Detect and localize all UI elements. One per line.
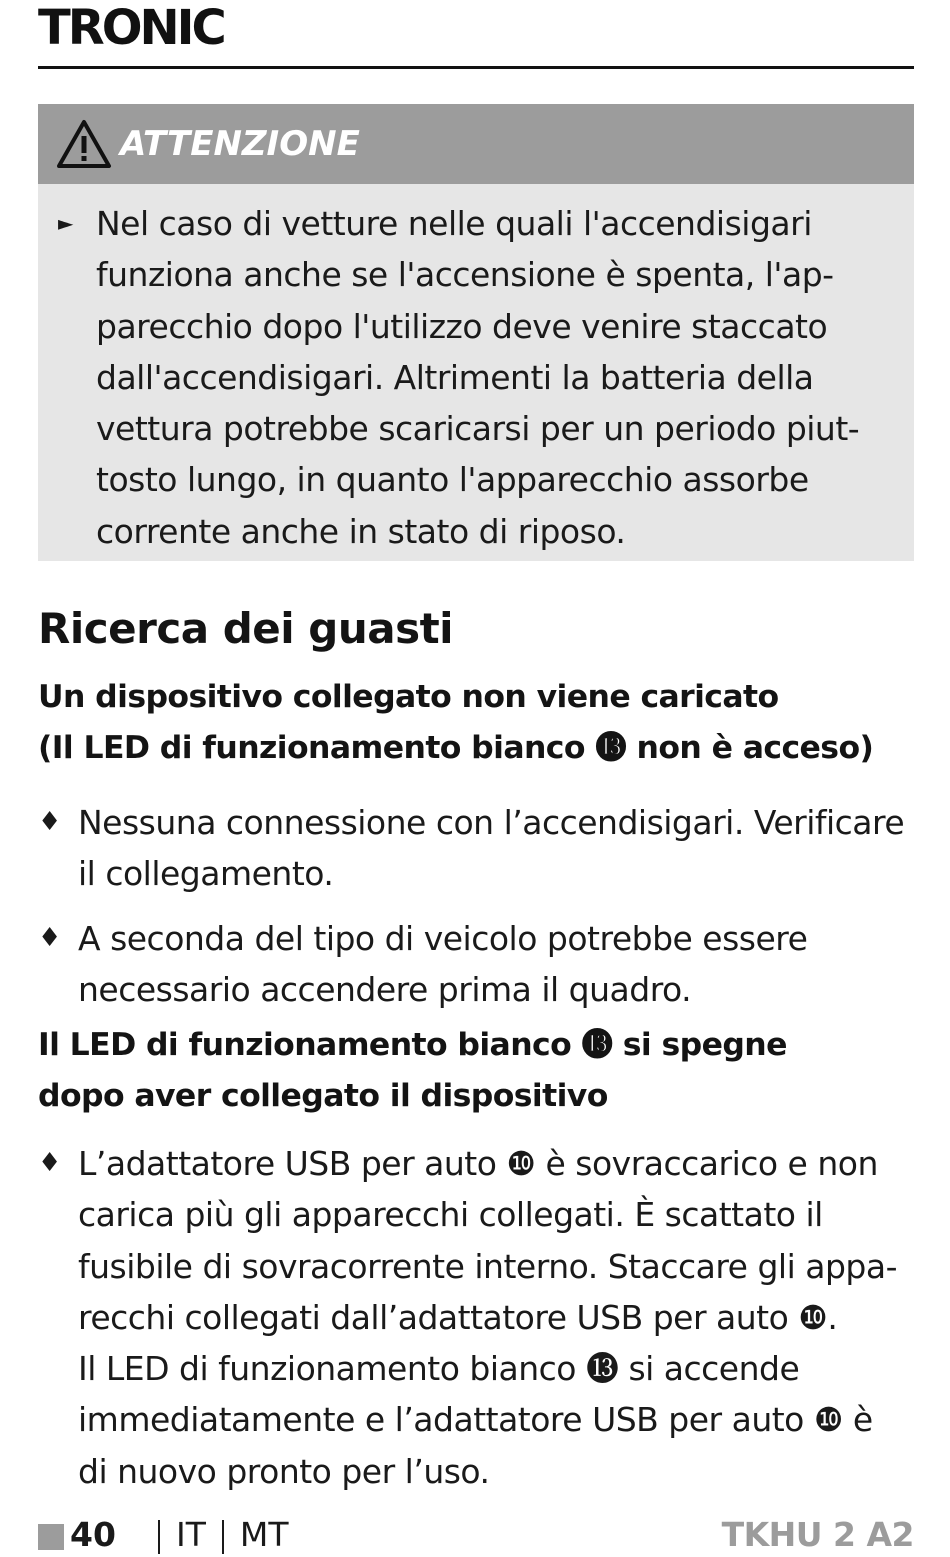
list-item-line: fusibile di sovracorrente interno. Staccare gli appa- [78,1246,897,1286]
list-item [38,913,914,1016]
diamond-bullet-icon: ♦ [38,1148,61,1178]
subheading-line: (Il LED di funzionamento bianco ⓭ non è acceso) [38,730,874,767]
warning-line: tosto lungo, in quanto l'apparecchio assorbe [96,460,809,500]
list-item-line: Il LED di funzionamento bianco ⓭ si accende [78,1349,800,1389]
brand-logo: TRONIC [38,0,224,56]
warning-line: parecchio dopo l'utilizzo deve venire staccato [96,306,828,346]
footer-square-marker [38,1524,64,1550]
section-title: Ricerca dei guasti [38,604,454,653]
list-item [38,1138,914,1497]
warning-triangle-icon [56,119,112,169]
warning-line: dall'accendisigari. Altrimenti la batteria della [96,357,814,397]
list-item-line: Nessuna connessione con l’accendisigari. Verificare [78,803,905,842]
list-item-line: carica più gli apparecchi collegati. È scattato il [78,1195,823,1235]
language-mt: MT [239,1515,289,1554]
warning-line: funziona anche se l'accensione è spenta, l'ap- [96,255,834,295]
diamond-bullet-icon: ♦ [38,923,61,953]
warning-body [38,184,914,561]
list-item-line: L’adattatore USB per auto ❿ è sovraccarico e non [78,1144,878,1183]
warning-title: ATTENZIONE [120,124,360,164]
list-item [38,797,914,900]
language-codes [142,1514,289,1556]
list-item-line: il collegamento. [78,854,334,894]
warning-line: corrente anche in stato di riposo. [96,511,626,551]
footer-separator [222,1520,224,1554]
subheading-not-charging [38,672,873,775]
page-number: 40 [70,1515,116,1554]
warning-line: Nel caso di vetture nelle quali l'accendisigari [96,204,812,243]
list-item-line: necessario accendere prima il quadro. [78,970,692,1010]
pointer-arrow-icon: ► [58,211,73,235]
diamond-bullet-icon: ♦ [38,807,61,837]
warning-line: vettura potrebbe scaricarsi per un periodo piut- [96,409,860,449]
page-footer [38,1514,914,1556]
language-it: IT [176,1515,206,1554]
list-item-line: A seconda del tipo di veicolo potrebbe essere [78,919,808,958]
subheading-line: dopo aver collegato il dispositivo [38,1078,608,1115]
model-number: TKHU 2 A2 [721,1515,914,1554]
header-divider [38,66,914,69]
list-item-line: immediatamente e l’adattatore USB per auto ❿ è [78,1400,873,1440]
warning-header [38,104,914,184]
subheading-line: Il LED di funzionamento bianco ⓭ si spegne [38,1027,787,1063]
list-item-line: di nuovo pronto per l’uso. [78,1451,490,1491]
subheading-led-off [38,1020,787,1123]
subheading-line: Un dispositivo collegato non viene caricato [38,679,779,715]
list-item-line: recchi collegati dall’adattatore USB per auto ❿. [78,1297,838,1337]
footer-separator [158,1520,160,1554]
